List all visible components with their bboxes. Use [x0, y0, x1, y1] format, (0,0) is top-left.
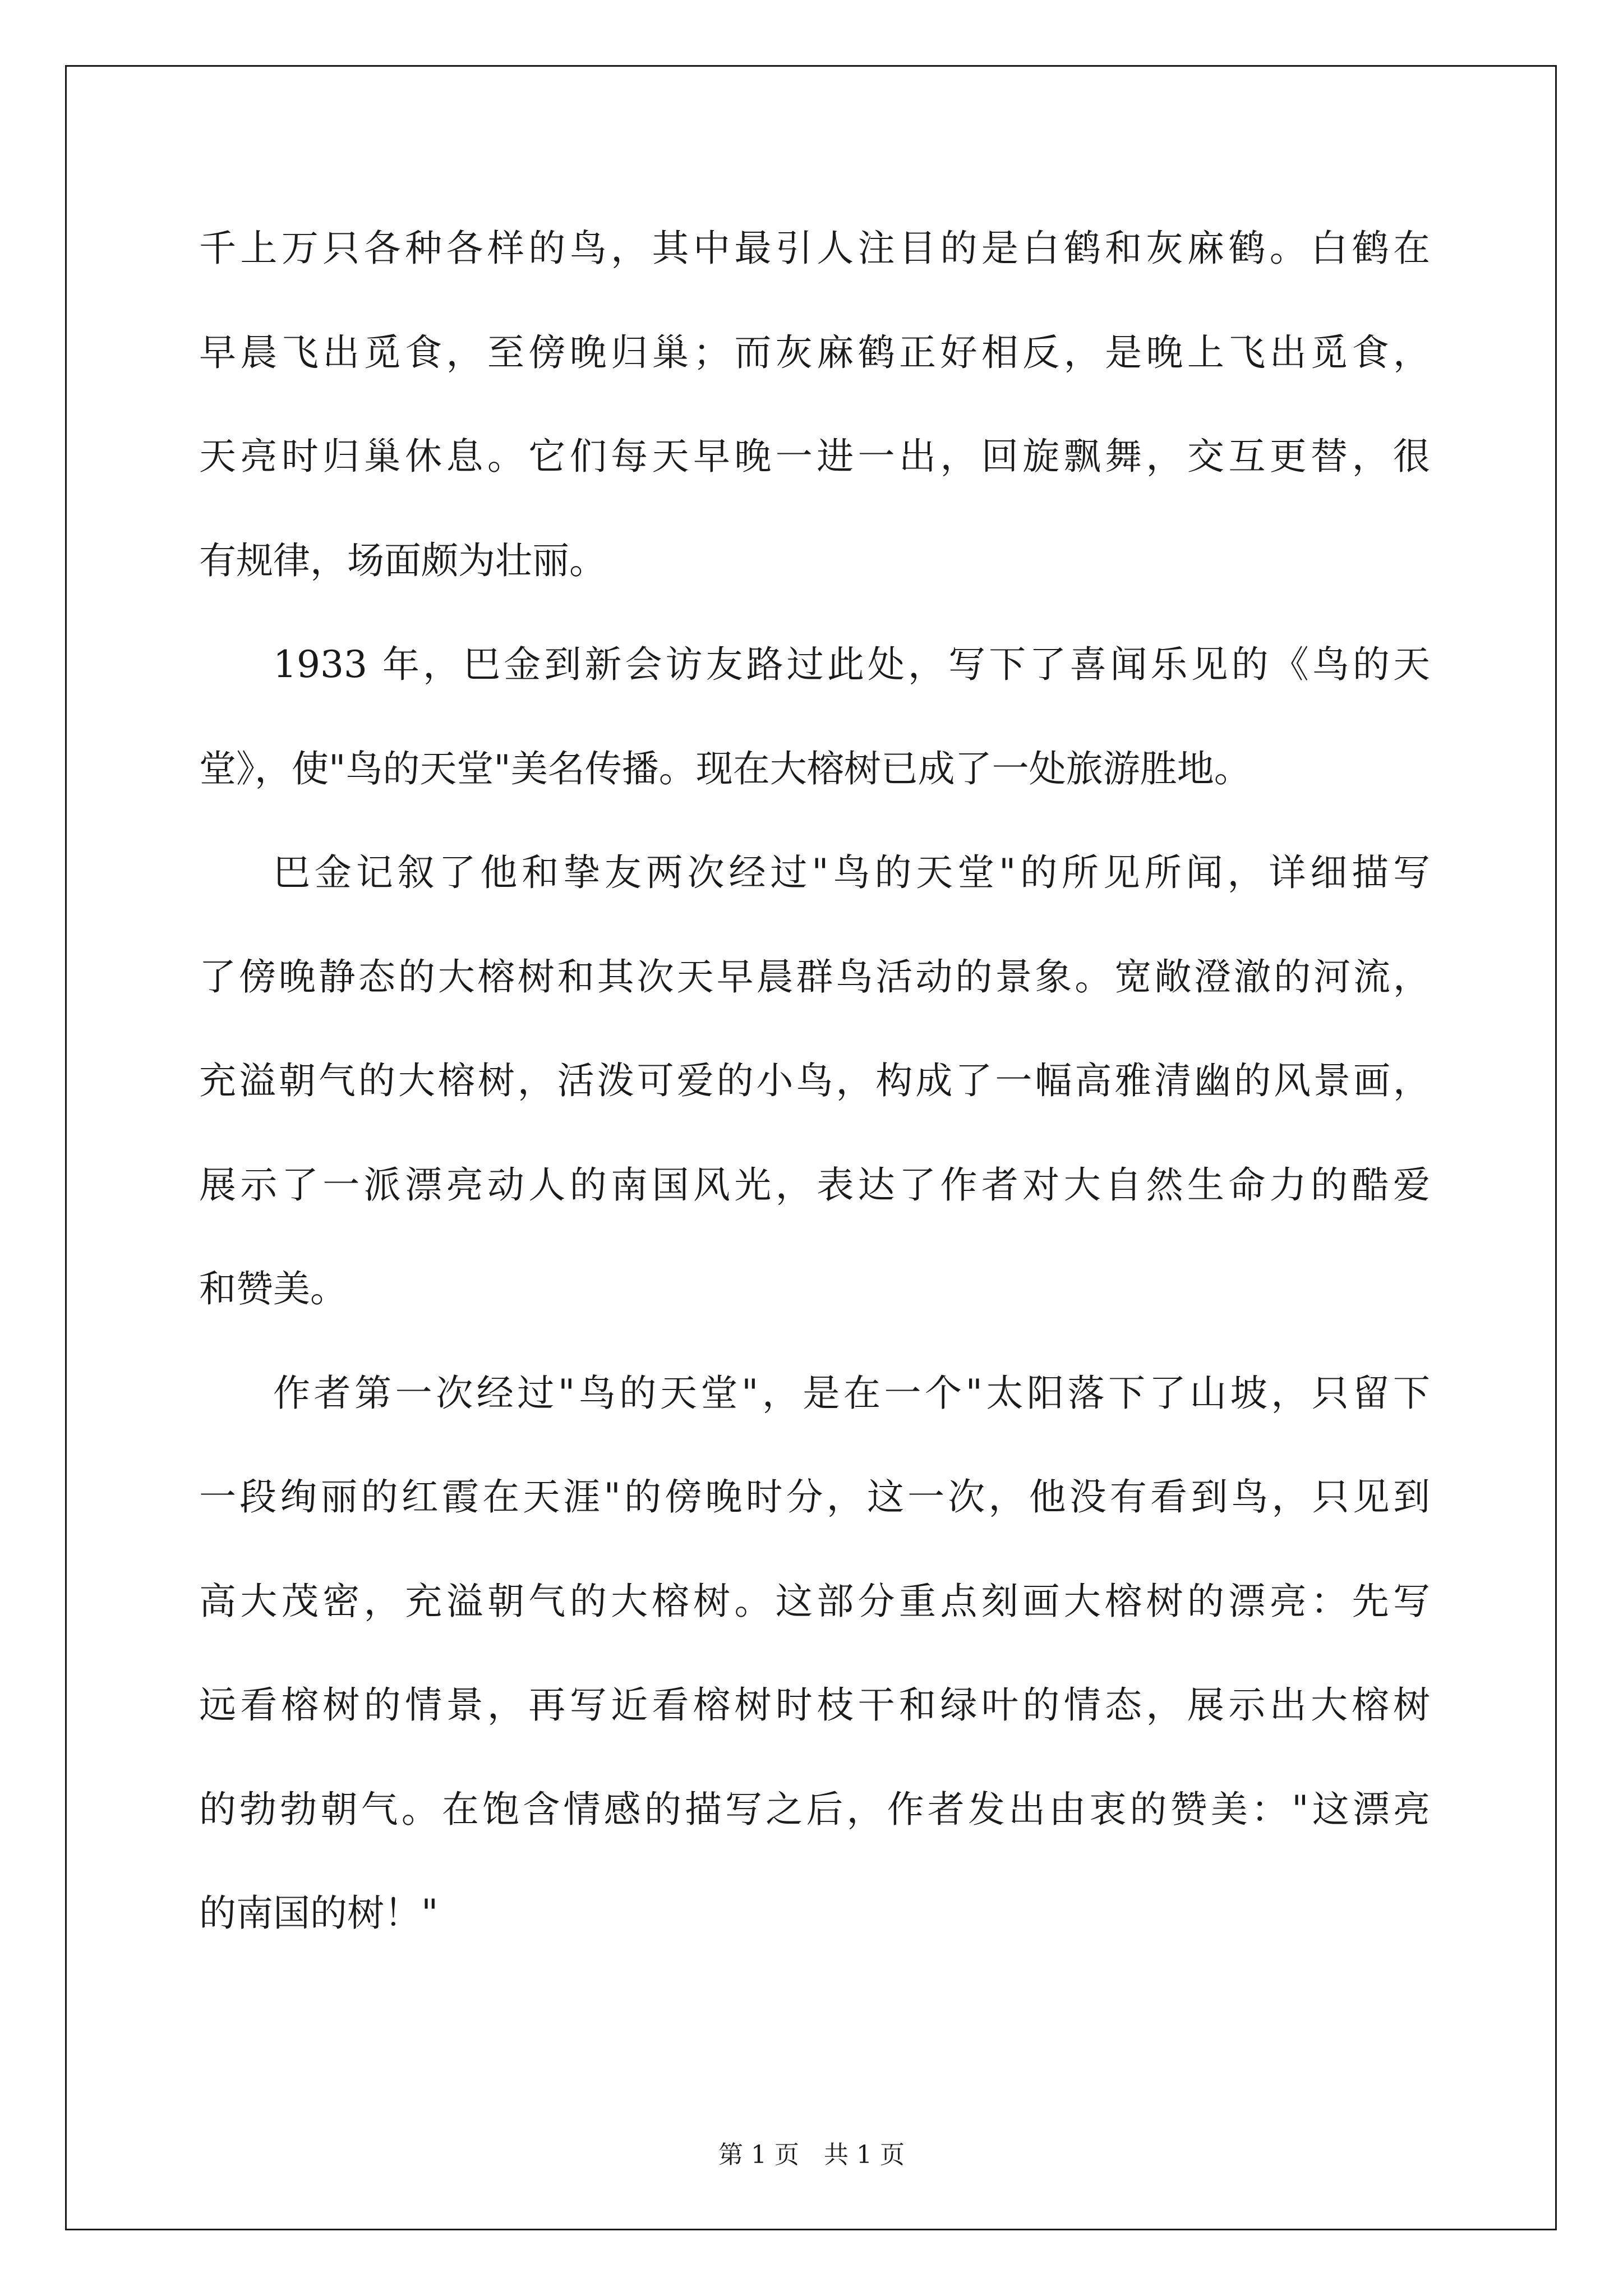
- document-body: [199, 196, 1430, 1966]
- text-line: 有规律，场面颇为壮丽。: [199, 539, 606, 582]
- text-line: 早晨飞出觅食，至傍晚归巢；而灰麻鹤正好相反，是晚上飞出觅食，: [199, 330, 1430, 374]
- text-line: 展示了一派漂亮动人的南国风光，表达了作者对大自然生命力的酷爱: [199, 1163, 1430, 1207]
- page-number: 第 1 页: [718, 2141, 799, 2169]
- text-line: 充溢朝气的大榕树，活泼可爱的小鸟，构成了一幅高雅清幽的风景画，: [199, 1059, 1430, 1102]
- page-total: 共 1 页: [824, 2141, 905, 2169]
- text-line: 千上万只各种各样的鸟，其中最引人注目的是白鹤和灰麻鹤。白鹤在: [199, 227, 1430, 270]
- text-line: 和赞美。: [199, 1267, 347, 1310]
- text-line: 堂》，使"鸟的天堂"美名传播。现在大榕树已成了一处旅游胜地。: [199, 747, 1251, 790]
- paragraph-first-line: 巴金记叙了他和挚友两次经过"鸟的天堂"的所见所闻，详细描写: [273, 851, 1430, 894]
- page-footer: [0, 2134, 1623, 2170]
- text-line: 一段绚丽的红霞在天涯"的傍晚时分，这一次，他没有看到鸟，只见到: [199, 1475, 1430, 1519]
- text-line: 了傍晚静态的大榕树和其次天早晨群鸟活动的景象。宽敞澄澈的河流，: [199, 955, 1430, 999]
- text-line: 天亮时归巢休息。它们每天早晚一进一出，回旋飘舞，交互更替，很: [199, 435, 1430, 478]
- text-line: 的勃勃朝气。在饱含情感的描写之后，作者发出由衷的赞美："这漂亮: [199, 1787, 1430, 1831]
- paragraph-first-line: 作者第一次经过"鸟的天堂"，是在一个"太阳落下了山坡，只留下: [273, 1371, 1430, 1415]
- text-line: 远看榕树的情景，再写近看榕树时枝干和绿叶的情态，展示出大榕树: [199, 1683, 1430, 1727]
- paragraph-first-line: 1933 年，巴金到新会访友路过此处，写下了喜闻乐见的《鸟的天: [273, 643, 1430, 686]
- text-line: 高大茂密，充溢朝气的大榕树。这部分重点刻画大榕树的漂亮：先写: [199, 1579, 1430, 1623]
- text-line: 的南国的树！": [199, 1892, 439, 1935]
